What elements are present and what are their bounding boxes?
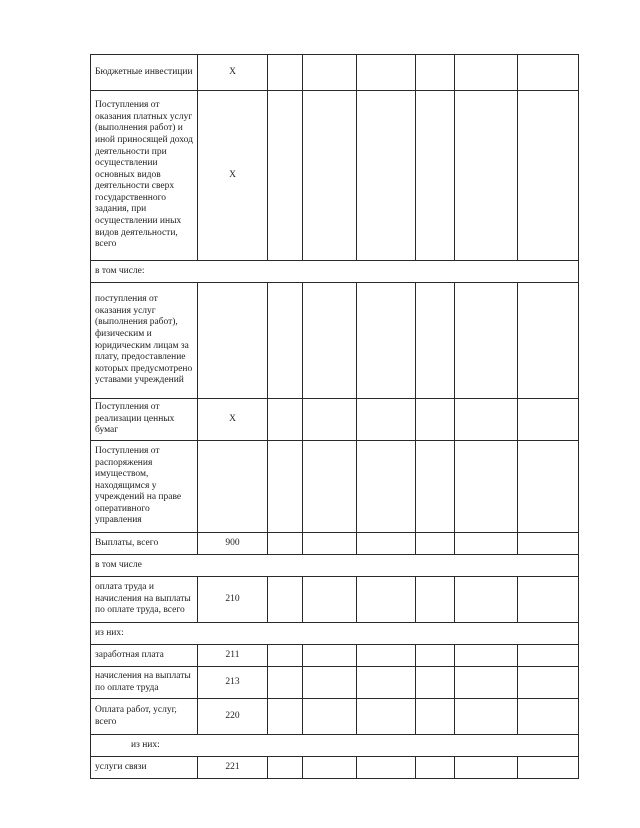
row-code: 210 xyxy=(198,577,268,623)
value-cell xyxy=(268,757,303,779)
row-code xyxy=(198,283,268,399)
row-label: Бюджетные инвестиции xyxy=(91,55,198,91)
row-label: Поступления от распоряжения имуществом, находящимся у учреждений на праве оперативного управления xyxy=(91,441,198,533)
value-cell xyxy=(518,757,579,779)
row-label: Выплаты, всего xyxy=(91,533,198,555)
row-label: Оплата работ, услуг, всего xyxy=(91,699,198,735)
value-cell xyxy=(455,667,518,699)
table-row xyxy=(91,283,579,399)
table-row xyxy=(91,577,579,623)
value-cell xyxy=(455,91,518,261)
value-cell xyxy=(303,283,357,399)
subheading-label: из них: xyxy=(91,735,579,757)
value-cell xyxy=(455,399,518,441)
row-label: Поступления от оказания платных услуг (выполнения работ) и иной приносящей доход деятельности при осуществлении основных видов деятельности сверх государственного задания, при осуществлении иных видов деятельности, всего xyxy=(91,91,198,261)
value-cell xyxy=(518,577,579,623)
value-cell xyxy=(416,667,455,699)
table-row xyxy=(91,55,579,91)
value-cell xyxy=(455,55,518,91)
value-cell xyxy=(518,699,579,735)
value-cell xyxy=(416,533,455,555)
value-cell xyxy=(416,283,455,399)
value-cell xyxy=(268,91,303,261)
value-cell xyxy=(268,441,303,533)
value-cell xyxy=(455,757,518,779)
value-cell xyxy=(518,55,579,91)
value-cell xyxy=(268,577,303,623)
table-row xyxy=(91,533,579,555)
value-cell xyxy=(303,399,357,441)
row-code: X xyxy=(198,399,268,441)
table-row xyxy=(91,645,579,667)
row-label: услуги связи xyxy=(91,757,198,779)
value-cell xyxy=(518,399,579,441)
value-cell xyxy=(416,699,455,735)
value-cell xyxy=(416,441,455,533)
value-cell xyxy=(357,699,416,735)
row-code: X xyxy=(198,91,268,261)
value-cell xyxy=(416,645,455,667)
value-cell xyxy=(303,533,357,555)
row-code: 213 xyxy=(198,667,268,699)
table-row-subheading xyxy=(91,555,579,577)
value-cell xyxy=(303,441,357,533)
value-cell xyxy=(303,667,357,699)
value-cell xyxy=(303,699,357,735)
table-row xyxy=(91,757,579,779)
table-row-subheading xyxy=(91,261,579,283)
row-label: оплата труда и начисления на выплаты по оплате труда, всего xyxy=(91,577,198,623)
subheading-label: в том числе xyxy=(91,555,579,577)
value-cell xyxy=(416,399,455,441)
value-cell xyxy=(357,667,416,699)
value-cell xyxy=(268,645,303,667)
value-cell xyxy=(455,533,518,555)
subheading-label: в том числе: xyxy=(91,261,579,283)
value-cell xyxy=(455,441,518,533)
row-code: 211 xyxy=(198,645,268,667)
value-cell xyxy=(268,55,303,91)
value-cell xyxy=(268,699,303,735)
value-cell xyxy=(303,55,357,91)
table-row xyxy=(91,667,579,699)
row-code: 220 xyxy=(198,699,268,735)
value-cell xyxy=(357,399,416,441)
table-row-subheading xyxy=(91,623,579,645)
value-cell xyxy=(416,91,455,261)
subheading-label: из них: xyxy=(91,623,579,645)
row-code: X xyxy=(198,55,268,91)
value-cell xyxy=(518,667,579,699)
table-row xyxy=(91,91,579,261)
value-cell xyxy=(518,441,579,533)
value-cell xyxy=(357,577,416,623)
value-cell xyxy=(455,699,518,735)
table-row-subheading xyxy=(91,735,579,757)
value-cell xyxy=(357,645,416,667)
value-cell xyxy=(455,283,518,399)
value-cell xyxy=(455,577,518,623)
value-cell xyxy=(303,577,357,623)
value-cell xyxy=(357,757,416,779)
value-cell xyxy=(357,283,416,399)
value-cell xyxy=(303,645,357,667)
value-cell xyxy=(357,55,416,91)
value-cell xyxy=(268,667,303,699)
value-cell xyxy=(268,283,303,399)
table-row xyxy=(91,399,579,441)
row-label: Поступления от реализации ценных бумаг xyxy=(91,399,198,441)
value-cell xyxy=(357,533,416,555)
value-cell xyxy=(455,645,518,667)
financial-plan-table xyxy=(90,54,579,779)
value-cell xyxy=(303,91,357,261)
value-cell xyxy=(416,757,455,779)
row-code xyxy=(198,441,268,533)
row-label: заработная плата xyxy=(91,645,198,667)
value-cell xyxy=(518,283,579,399)
table-row xyxy=(91,441,579,533)
table-row xyxy=(91,699,579,735)
row-code: 900 xyxy=(198,533,268,555)
value-cell xyxy=(357,91,416,261)
row-label: поступления от оказания услуг (выполнения работ), физическим и юридическим лицам за плату, предоставление которых предусмотрено уставами учреждений xyxy=(91,283,198,399)
value-cell xyxy=(518,645,579,667)
value-cell xyxy=(268,533,303,555)
value-cell xyxy=(416,55,455,91)
value-cell xyxy=(416,577,455,623)
row-code: 221 xyxy=(198,757,268,779)
value-cell xyxy=(518,91,579,261)
value-cell xyxy=(303,757,357,779)
value-cell xyxy=(518,533,579,555)
value-cell xyxy=(268,399,303,441)
row-label: начисления на выплаты по оплате труда xyxy=(91,667,198,699)
value-cell xyxy=(357,441,416,533)
